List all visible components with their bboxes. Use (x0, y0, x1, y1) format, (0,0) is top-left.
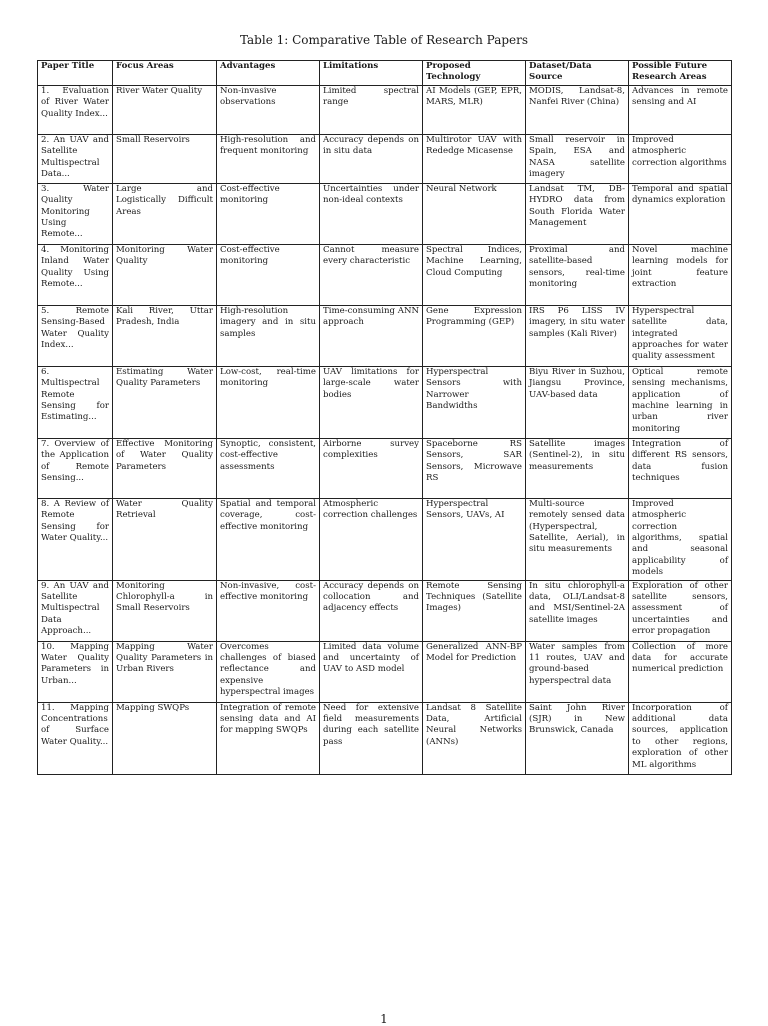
cell-focus-area: Monitoring Chlorophyll-a in Small Reservoirs (113, 580, 217, 641)
header-future-research: Possible Future Research Areas (629, 61, 732, 86)
table-row (38, 641, 732, 702)
cell-proposed-technology: Multirotor UAV with Rededge Micasense (423, 134, 526, 183)
header-focus-areas: Focus Areas (113, 61, 217, 86)
cell-advantages: Overcomes challenges of biased reflectance and expensive hyperspectral images (217, 641, 320, 702)
cell-limitations: Cannot measure every characteristic (320, 244, 423, 305)
cell-paper-title: 3. Water Quality Monitoring Using Remote... (38, 183, 113, 244)
cell-future-research: Integration of different RS sensors, data fusion techniques (629, 438, 732, 498)
table-row (38, 580, 732, 641)
cell-limitations: Limited spectral range (320, 85, 423, 134)
cell-advantages: High-resolution and frequent monitoring (217, 134, 320, 183)
cell-future-research: Improved atmospheric correction algorithms, spatial and seasonal applicability of models (629, 498, 732, 580)
cell-dataset-source: IRS P6 LISS IV imagery, in situ water samples (Kali River) (526, 305, 629, 366)
cell-focus-area: Water Quality Retrieval (113, 498, 217, 580)
cell-advantages: Cost-effective monitoring (217, 244, 320, 305)
cell-future-research: Optical remote sensing mechanisms, application of machine learning in urban river monitoring (629, 366, 732, 438)
cell-limitations: Need for extensive field measurements during each satellite pass (320, 702, 423, 774)
cell-advantages: Cost-effective monitoring (217, 183, 320, 244)
cell-dataset-source: Small reservoir in Spain, ESA and NASA satellite imagery (526, 134, 629, 183)
table-row (38, 366, 732, 438)
header-row (38, 61, 732, 86)
cell-limitations: Limited data volume and uncertainty of UAV to ASD model (320, 641, 423, 702)
cell-paper-title: 11. Mapping Concentrations of Surface Water Quality... (38, 702, 113, 774)
cell-dataset-source: MODIS, Landsat-8, Nanfei River (China) (526, 85, 629, 134)
table-row (38, 134, 732, 183)
table-row (38, 244, 732, 305)
header-limitations: Limitations (320, 61, 423, 86)
cell-proposed-technology: Gene Expression Programming (GEP) (423, 305, 526, 366)
cell-advantages: High-resolution imagery and in situ samples (217, 305, 320, 366)
cell-advantages: Non-invasive observations (217, 85, 320, 134)
cell-focus-area: Effective Monitoring of Water Quality Parameters (113, 438, 217, 498)
cell-dataset-source: Multi-source remotely sensed data (Hyperspectral, Satellite, Aerial), in situ measurements (526, 498, 629, 580)
table-row (38, 438, 732, 498)
cell-proposed-technology: Hyperspectral Sensors, UAVs, AI (423, 498, 526, 580)
cell-paper-title: 9. An UAV and Satellite Multispectral Data Approach... (38, 580, 113, 641)
cell-advantages: Synoptic, consistent, cost-effective assessments (217, 438, 320, 498)
cell-proposed-technology: Spectral Indices, Machine Learning, Cloud Computing (423, 244, 526, 305)
cell-future-research: Incorporation of additional data sources, application to other regions, exploration of other ML algorithms (629, 702, 732, 774)
table-row (38, 305, 732, 366)
page-number: 1 (380, 1012, 388, 1026)
cell-focus-area: Mapping SWQPs (113, 702, 217, 774)
cell-future-research: Improved atmospheric correction algorithms (629, 134, 732, 183)
cell-advantages: Low-cost, real-time monitoring (217, 366, 320, 438)
table-caption: Table 1: Comparative Table of Research Papers (239, 33, 529, 47)
cell-proposed-technology: Hyperspectral Sensors with Narrower Bandwidths (423, 366, 526, 438)
cell-proposed-technology: AI Models (GEP, EPR, MARS, MLR) (423, 85, 526, 134)
cell-advantages: Non-invasive, cost-effective monitoring (217, 580, 320, 641)
table-row (38, 85, 732, 134)
cell-focus-area: Small Reservoirs (113, 134, 217, 183)
cell-paper-title: 4. Monitoring Inland Water Quality Using Remote... (38, 244, 113, 305)
header-proposed-technology: Proposed Technology (423, 61, 526, 86)
table-body (38, 85, 732, 774)
cell-advantages: Integration of remote sensing data and AI for mapping SWQPs (217, 702, 320, 774)
cell-limitations: Uncertainties under non-ideal contexts (320, 183, 423, 244)
cell-focus-area: Mapping Water Quality Parameters in Urban Rivers (113, 641, 217, 702)
table-row (38, 183, 732, 244)
cell-focus-area: Kali River, Uttar Pradesh, India (113, 305, 217, 366)
cell-future-research: Collection of more data for accurate numerical prediction (629, 641, 732, 702)
cell-dataset-source: Saint John River (SJR) in New Brunswick, Canada (526, 702, 629, 774)
header-advantages: Advantages (217, 61, 320, 86)
cell-limitations: Time-consuming ANN approach (320, 305, 423, 366)
table-row (38, 498, 732, 580)
cell-future-research: Novel machine learning models for joint feature extraction (629, 244, 732, 305)
cell-future-research: Exploration of other satellite sensors, assessment of uncertainties and error propagation (629, 580, 732, 641)
cell-dataset-source: Landsat TM, DB-HYDRO data from South Florida Water Management (526, 183, 629, 244)
cell-future-research: Advances in remote sensing and AI (629, 85, 732, 134)
cell-paper-title: 2. An UAV and Satellite Multispectral Data... (38, 134, 113, 183)
header-dataset-source: Dataset/Data Source (526, 61, 629, 86)
cell-paper-title: 7. Overview of the Application of Remote Sensing... (38, 438, 113, 498)
cell-focus-area: River Water Quality (113, 85, 217, 134)
cell-paper-title: 10. Mapping Water Quality Parameters in Urban... (38, 641, 113, 702)
cell-limitations: UAV limitations for large-scale water bodies (320, 366, 423, 438)
cell-paper-title: 5. Remote Sensing-Based Water Quality Index... (38, 305, 113, 366)
cell-paper-title: 6. Multispectral Remote Sensing for Estimating... (38, 366, 113, 438)
cell-dataset-source: Water samples from 11 routes, UAV and ground-based hyperspectral data (526, 641, 629, 702)
cell-focus-area: Estimating Water Quality Parameters (113, 366, 217, 438)
cell-dataset-source: Proximal and satellite-based sensors, real-time monitoring (526, 244, 629, 305)
table-row (38, 702, 732, 774)
cell-future-research: Hyperspectral satellite data, integrated approaches for water quality assessment (629, 305, 732, 366)
cell-dataset-source: Biyu River in Suzhou, Jiangsu Province, UAV-based data (526, 366, 629, 438)
cell-limitations: Atmospheric correction challenges (320, 498, 423, 580)
cell-limitations: Accuracy depends on in situ data (320, 134, 423, 183)
cell-limitations: Airborne survey complexities (320, 438, 423, 498)
cell-dataset-source: In situ chlorophyll-a data, OLI/Landsat-8 and MSI/Sentinel-2A satellite images (526, 580, 629, 641)
cell-proposed-technology: Spaceborne RS Sensors, SAR Sensors, Microwave RS (423, 438, 526, 498)
header-paper-title: Paper Title (38, 61, 113, 86)
cell-focus-area: Monitoring Water Quality (113, 244, 217, 305)
cell-proposed-technology: Remote Sensing Techniques (Satellite Images) (423, 580, 526, 641)
cell-paper-title: 8. A Review of Remote Sensing for Water Quality... (38, 498, 113, 580)
cell-dataset-source: Satellite images (Sentinel-2), in situ measurements (526, 438, 629, 498)
cell-focus-area: Large and Logistically Difficult Areas (113, 183, 217, 244)
cell-paper-title: 1. Evaluation of River Water Quality Index... (38, 85, 113, 134)
cell-proposed-technology: Landsat 8 Satellite Data, Artificial Neural Networks (ANNs) (423, 702, 526, 774)
cell-limitations: Accuracy depends on collocation and adjacency effects (320, 580, 423, 641)
comparison-table (37, 60, 732, 775)
cell-proposed-technology: Generalized ANN-BP Model for Prediction (423, 641, 526, 702)
cell-advantages: Spatial and temporal coverage, cost-effective monitoring (217, 498, 320, 580)
cell-proposed-technology: Neural Network (423, 183, 526, 244)
cell-future-research: Temporal and spatial dynamics exploration (629, 183, 732, 244)
